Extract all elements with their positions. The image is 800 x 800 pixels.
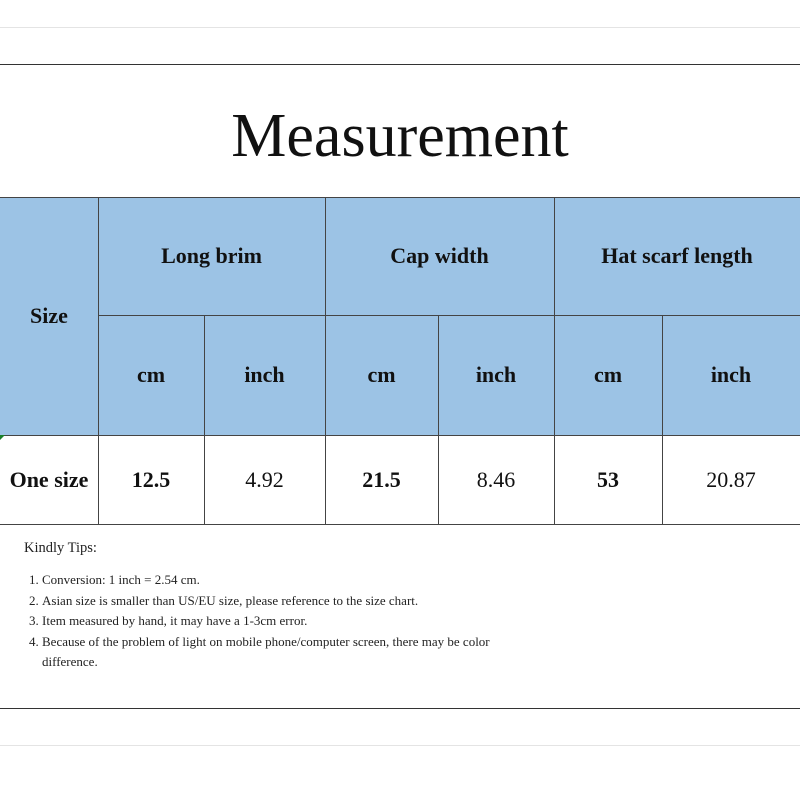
size-table: [0, 197, 800, 525]
table-divider: [204, 315, 205, 525]
bottom-faint-rule: [0, 745, 800, 746]
tips-title: Kindly Tips:: [24, 540, 97, 556]
tips-list: [24, 570, 544, 673]
unit-header-inch: inch: [204, 315, 325, 435]
table-cell-cap-width-inch: 8.46: [438, 435, 554, 525]
table-divider: [554, 197, 555, 525]
tip-item: 1. Conversion: 1 inch = 2.54 cm.: [42, 570, 544, 591]
table-border-top: [0, 197, 800, 198]
group-header-hat-scarf-length: Hat scarf length: [554, 197, 800, 315]
table-divider: [98, 197, 99, 525]
unit-header-inch: inch: [662, 315, 800, 435]
group-header-cap-width: Cap width: [325, 197, 554, 315]
size-header: Size: [0, 197, 98, 435]
table-divider: [438, 315, 439, 525]
table-divider: [0, 435, 800, 436]
bottom-rule: [0, 708, 800, 709]
table-border-bottom: [0, 524, 800, 525]
table-cell-hat-scarf-inch: 20.87: [662, 435, 800, 525]
tip-item: 4. Because of the problem of light on mobile phone/computer screen, there may be color difference.: [42, 632, 512, 673]
unit-header-inch: inch: [438, 315, 554, 435]
table-cell-hat-scarf-cm: 53: [554, 435, 662, 525]
table-divider: [325, 197, 326, 525]
group-header-long-brim: Long brim: [98, 197, 325, 315]
top-faint-rule: [0, 27, 800, 28]
corner-marker: [0, 435, 5, 440]
top-rule: [0, 64, 800, 65]
table-cell-long-brim-inch: 4.92: [204, 435, 325, 525]
table-cell-long-brim-cm: 12.5: [98, 435, 204, 525]
kindly-tips: [24, 540, 544, 673]
tip-item: 2. Asian size is smaller than US/EU size, please reference to the size chart.: [42, 591, 544, 612]
unit-header-cm: cm: [554, 315, 662, 435]
row-size-label: One size: [0, 435, 98, 525]
page-title: Measurement: [231, 102, 569, 170]
unit-header-cm: cm: [325, 315, 438, 435]
unit-header-cm: cm: [98, 315, 204, 435]
table-divider: [662, 315, 663, 525]
table-cell-cap-width-cm: 21.5: [325, 435, 438, 525]
tip-item: 3. Item measured by hand, it may have a 1-3cm error.: [42, 611, 544, 632]
